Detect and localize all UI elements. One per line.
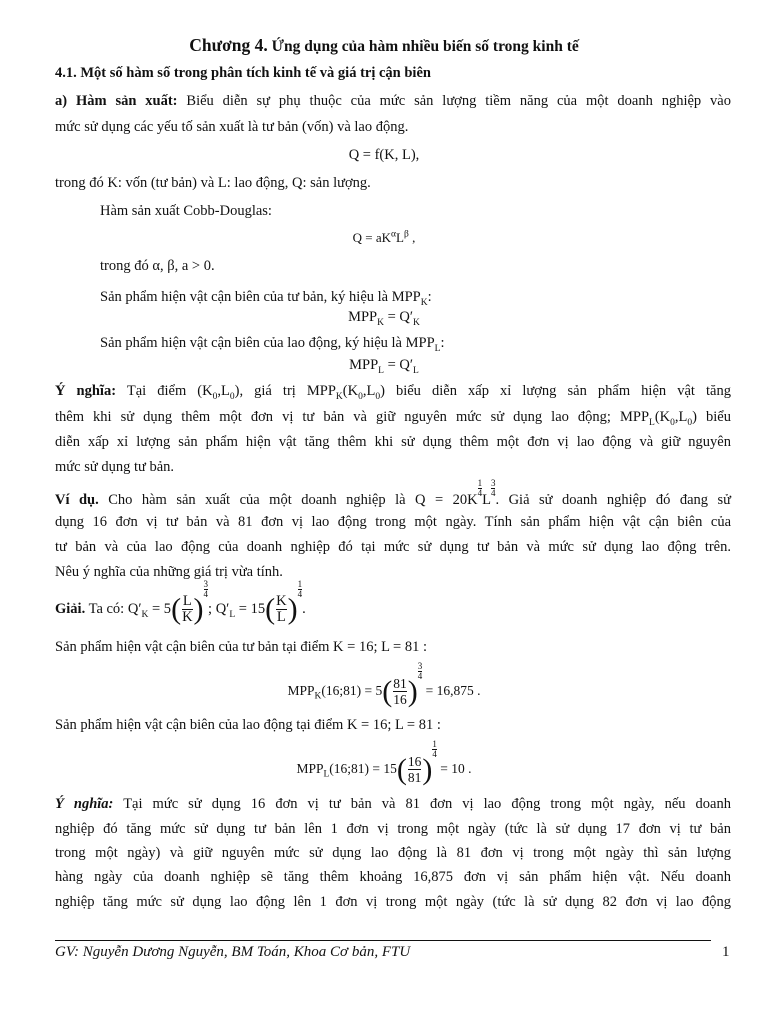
prod-line-1: a) Hàm sản xuất: Biểu diễn sự phụ thuộc của mức sản lượng tiềm năng của một doanh nghiệp vào	[55, 93, 731, 109]
meaning2-line-1: Ý nghĩa: Tại mức sử dụng 16 đơn vị tư bản và 81 đơn vị lao động trong một ngày, nếu doanh	[55, 796, 731, 812]
solution-derivatives: Giải. Ta có: $Q'_K = 5$( $\frac{L}{K}$ ) $\frac{3}{4}$ ; $Q'_L = 15$( $\frac{K}{L}$ ) $\frac{1}{4}$ .	[55, 579, 306, 626]
meaning1-line-3: diễn xấp xỉ lượng sản phẩm hiện vật tăng thêm khi sử dụng thêm một đơn vị lao động và giữ nguyên	[55, 434, 731, 450]
footer-divider	[55, 940, 711, 941]
prod-formula: Q = f(K, L),	[348, 147, 420, 163]
mppl-text: Sản phẩm hiện vật cận biên của lao động, ký hiệu là $MPP_L$:	[100, 335, 445, 354]
mppk-text: Sản phẩm hiện vật cận biên của tư bản, ký hiệu là $MPP_K$:	[100, 289, 432, 308]
example-line-3: tư bản và của lao động của doanh nghiệp đó tại mức sử dụng tư bản và mức sử dụng lao động trên.	[55, 539, 731, 555]
meaning2-line-5: nghiệp tăng mức sử dụng lao động lên 1 đơn vị trong một ngày (tức là sử dụng 82 đơn vị lao động	[55, 894, 731, 910]
meaning1-line-2: thêm khi sử dụng thêm một đơn vị tư bản và giữ nguyên mức sử dụng lao động; $MPP_L(K_0,L_0)$ biểu	[55, 409, 731, 428]
example-line-1: Ví dụ. Cho hàm sản xuất của một doanh nghiệp là Q = 20K $\frac{1}{4}$ L $\frac{3}{4}$ . Giả sử doanh nghiệp đó đang sử	[55, 478, 731, 508]
mppk-point-text: Sản phẩm hiện vật cận biên của tư bản tại điểm K = 16; L = 81 :	[55, 639, 427, 655]
prod-label: a) Hàm sản xuất:	[55, 93, 178, 109]
meaning1-line-4: mức sử dụng tư bản.	[55, 459, 175, 475]
chapter-number: Chương 4.	[189, 35, 268, 55]
page-number: 1	[722, 944, 730, 960]
mppl-formula: $MPP_L = Q'_L$	[349, 357, 419, 376]
mppk-result: $MPP_K(16;81) = 5$( $\frac{81}{16}$ ) $\frac{3}{4}$ = 16,875 .	[287, 661, 481, 708]
meaning2-line-3: trong một ngày) và giữ nguyên mức sử dụng lao động là 81 đơn vị trong một ngày thì sản lượng	[55, 845, 731, 861]
section-heading: 4.1. Một số hàm số trong phân tích kinh tế và giá trị cận biên	[55, 65, 431, 81]
chapter-title	[0, 36, 768, 56]
prod-line-2: mức sử dụng các yếu tố sản xuất là tư bản (vốn) và lao động.	[55, 119, 409, 135]
chapter-heading: Ứng dụng của hàm nhiều biến số trong kinh tế	[271, 38, 579, 55]
cobb-title: Hàm sản xuất Cobb-Douglas:	[100, 203, 272, 219]
meaning2-line-2: nghiệp đó tăng mức sử dụng tư bản lên 1 đơn vị trong một ngày (tức là sử dụng 17 đơn vị tư bản	[55, 821, 731, 837]
meaning1-line-1: Ý nghĩa: Tại điểm $(K_0,L_0)$, giá trị $MPP_K(K_0,L_0)$ biểu diễn xấp xỉ lượng sản phẩm hiện vật tăng	[55, 383, 731, 402]
cobb-formula: $Q = aK^\alpha L^\beta$ ,	[352, 229, 416, 245]
mppk-formula: $MPP_K = Q'_K$	[348, 309, 420, 328]
mppl-result: $MPP_L(16;81) = 15$( $\frac{16}{81}$ ) $\frac{1}{4}$ = 10 .	[296, 739, 472, 786]
footer-author: GV: Nguyễn Dương Nguyễn, BM Toán, Khoa Cơ bản, FTU	[55, 944, 411, 960]
cobb-condition: trong đó α, β, a > 0.	[100, 258, 215, 274]
prod-where: trong đó K: vốn (tư bản) và L: lao động, Q: sản lượng.	[55, 175, 371, 191]
meaning2-line-4: hàng ngày của doanh nghiệp sẽ tăng thêm khoảng 16,875 đơn vị sản phẩm hiện vật. Nếu doanh	[55, 869, 731, 885]
example-line-2: dụng 16 đơn vị tư bản và 81 đơn vị lao động trong một ngày. Tính sản phẩm hiện vật cận biên của	[55, 514, 731, 530]
mppl-point-text: Sản phẩm hiện vật cận biên của lao động tại điểm K = 16; L = 81 :	[55, 717, 441, 733]
example-line-4: Nêu ý nghĩa của những giá trị vừa tính.	[55, 564, 283, 580]
